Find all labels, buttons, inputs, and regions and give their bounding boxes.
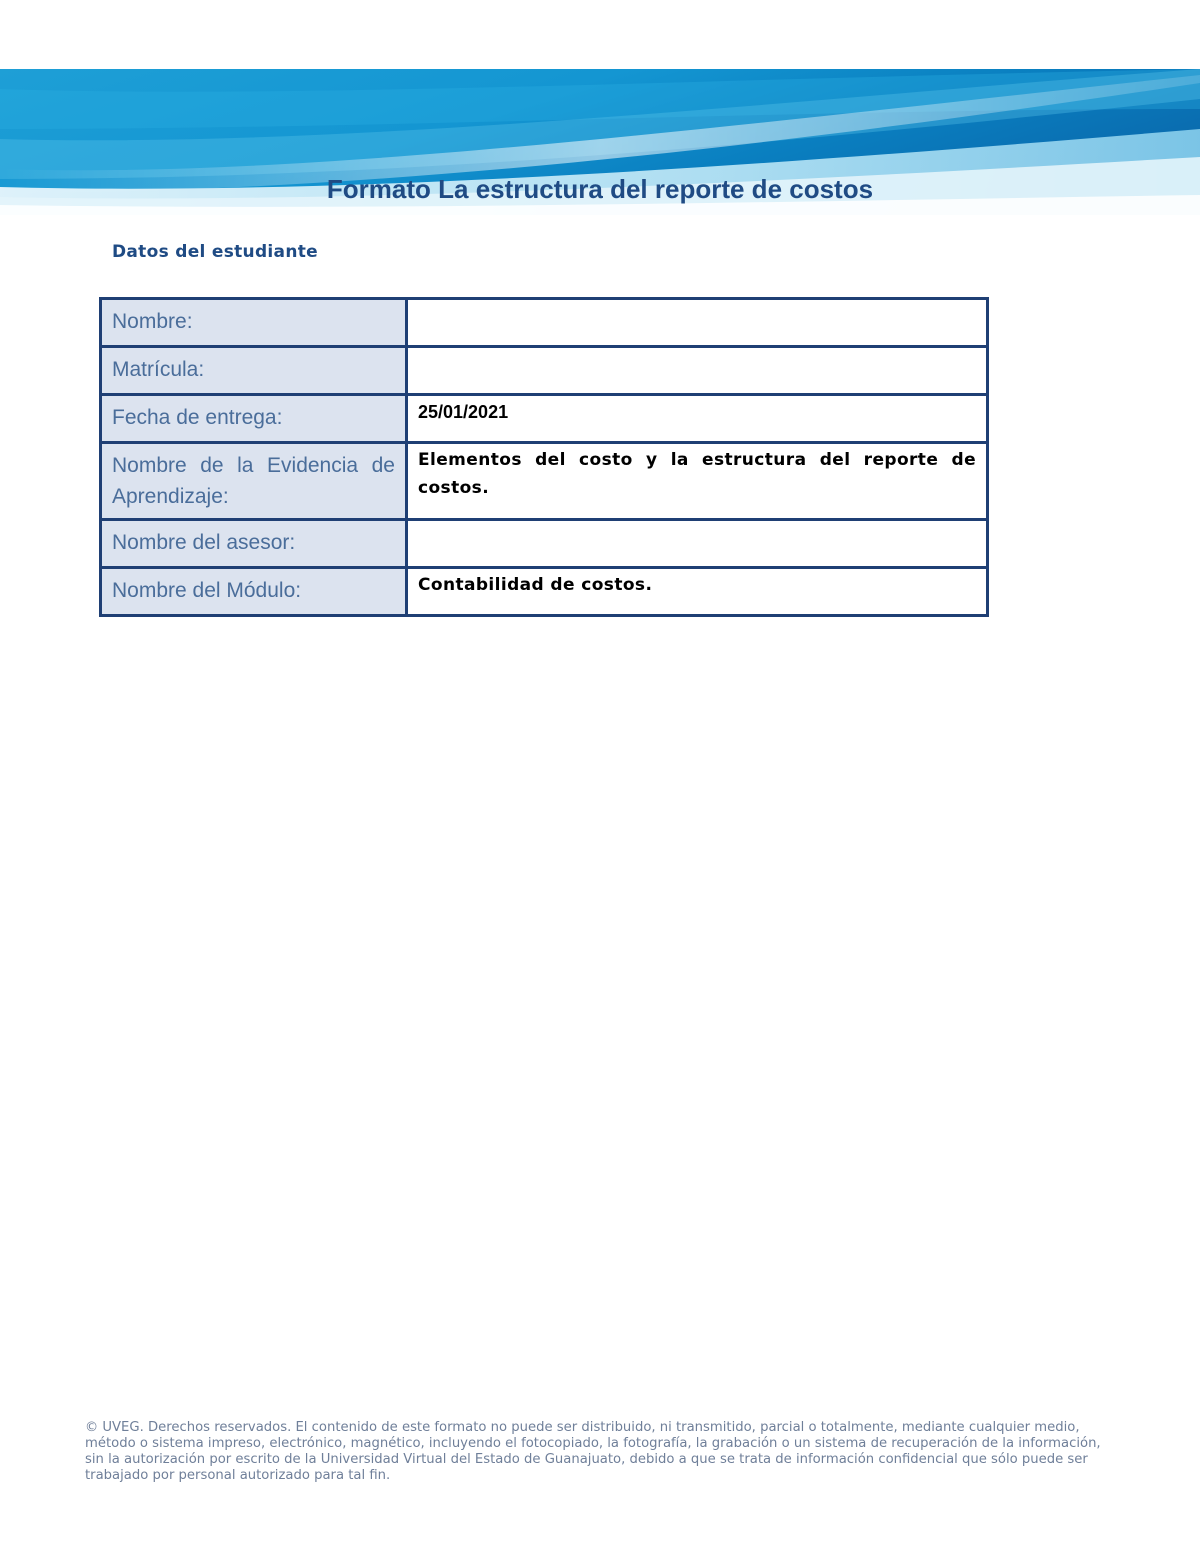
table-row bbox=[101, 520, 988, 568]
row-value-modulo[interactable]: Contabilidad de costos. bbox=[407, 568, 988, 616]
row-label-matricula: Matrícula: bbox=[101, 347, 407, 395]
row-value-nombre[interactable] bbox=[407, 299, 988, 347]
row-value-asesor[interactable] bbox=[407, 520, 988, 568]
table-row bbox=[101, 299, 988, 347]
row-label-asesor: Nombre del asesor: bbox=[101, 520, 407, 568]
row-label-modulo: Nombre del Módulo: bbox=[101, 568, 407, 616]
row-label-evidencia: Nombre de la Evidencia de Aprendizaje: bbox=[101, 443, 407, 520]
copyright-notice: © UVEG. Derechos reservados. El contenido de este formato no puede ser distribuido, ni transmitido, parcial o totalmente, mediante cualquier medio, método o sistema impreso, electrónico, magnético, incluyendo el fotocopiado, la fotografía, la grabación o un sistema de recuperación de la información, sin la autorización por escrito de la Universidad Virtual del Estado de Guanajuato, debido a que se trata de información confidencial que sólo puede ser trabajado por personal autorizado para tal fin. bbox=[85, 1420, 1101, 1483]
row-value-matricula[interactable] bbox=[407, 347, 988, 395]
table-row bbox=[101, 395, 988, 443]
row-value-fecha-entrega[interactable]: 25/01/2021 bbox=[407, 395, 988, 443]
table-row bbox=[101, 347, 988, 395]
student-data-table bbox=[99, 297, 989, 617]
section-heading: Datos del estudiante bbox=[112, 242, 318, 262]
document-title: Formato La estructura del reporte de costos bbox=[326, 174, 874, 204]
row-label-nombre: Nombre: bbox=[101, 299, 407, 347]
row-value-evidencia[interactable]: Elementos del costo y la estructura del reporte de costos. bbox=[407, 443, 988, 520]
row-label-fecha-entrega: Fecha de entrega: bbox=[101, 395, 407, 443]
table-row bbox=[101, 568, 988, 616]
table-row bbox=[101, 443, 988, 520]
